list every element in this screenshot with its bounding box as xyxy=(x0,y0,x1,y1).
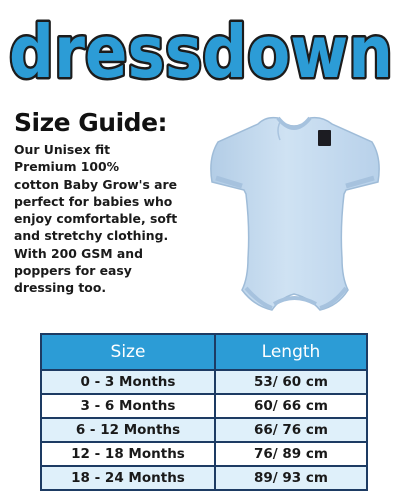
length-cell: 76/ 89 cm xyxy=(215,442,367,466)
table-header-row xyxy=(41,334,367,370)
size-cell: 6 - 12 Months xyxy=(41,418,215,442)
label-tag xyxy=(318,130,331,146)
length-column-header: Length xyxy=(215,334,367,370)
size-cell: 0 - 3 Months xyxy=(41,370,215,394)
onesie-body xyxy=(211,118,379,310)
description-line: dressing too. xyxy=(14,280,107,296)
size-length-table xyxy=(40,333,368,491)
description-line: cotton Baby Grow's are xyxy=(14,176,178,192)
length-cell: 89/ 93 cm xyxy=(215,466,367,490)
product-description xyxy=(14,141,189,297)
logo-text: dressdown xyxy=(9,10,393,94)
page-title: Size Guide: xyxy=(14,108,168,137)
table-row xyxy=(41,370,367,394)
dressdown-logo xyxy=(3,9,399,99)
size-cell: 18 - 24 Months xyxy=(41,466,215,490)
table-row xyxy=(41,418,367,442)
length-cell: 60/ 66 cm xyxy=(215,394,367,418)
baby-grow-image xyxy=(196,108,392,328)
size-cell: 3 - 6 Months xyxy=(41,394,215,418)
description-line: poppers for easy xyxy=(14,263,132,279)
description-line: Our Unisex fit xyxy=(14,142,111,157)
description-line: and stretchy clothing. xyxy=(14,228,169,244)
table-row xyxy=(41,442,367,466)
length-cell: 66/ 76 cm xyxy=(215,418,367,442)
table-row xyxy=(41,394,367,418)
description-line: enjoy comfortable, soft xyxy=(14,211,178,227)
size-cell: 12 - 18 Months xyxy=(41,442,215,466)
length-cell: 53/ 60 cm xyxy=(215,370,367,394)
description-line: perfect for babies who xyxy=(14,193,173,209)
table-row xyxy=(41,466,367,490)
size-column-header: Size xyxy=(41,334,215,370)
description-line: Premium 100% xyxy=(14,159,120,175)
description-line: With 200 GSM and xyxy=(14,245,143,261)
